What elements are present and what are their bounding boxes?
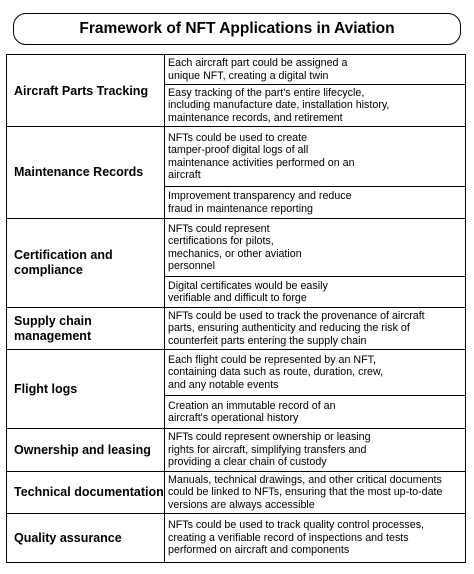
description-cell: Manuals, technical drawings, and other critical documents could be linked to NFTs, ensuring that the most up-to-date versions are always accessible — [168, 473, 443, 511]
description-cell: NFTs could represent ownership or leasing rights for aircraft, simplifying transfers and providing a clear chain of custody — [168, 431, 371, 469]
column-divider — [164, 54, 165, 563]
table-title: Framework of NFT Applications in Aviation — [13, 13, 461, 45]
description-cell: Easy tracking of the part's entire lifecycle, including manufacture date, installation history, maintenance records, and retirement — [168, 86, 390, 124]
description-cell: Each aircraft part could be assigned a unique NFT, creating a digital twin — [168, 57, 348, 82]
category-maintenance-records: Maintenance Records — [14, 165, 144, 179]
category-aircraft-parts-tracking: Aircraft Parts Tracking — [14, 83, 149, 98]
category-technical-documentation: Technical documentation — [14, 485, 164, 499]
category-flight-logs: Flight logs — [14, 381, 78, 396]
category-certification-and-compliance: Certification and compliance — [14, 248, 113, 277]
description-cell: NFTs could represent certifications for pilots, mechanics, or other aviation personnel — [168, 222, 302, 272]
category-supply-chain-management: Supply chain management — [14, 313, 92, 343]
description-cell: Each flight could be represented by an NFT, containing data such as route, duration, crew, and any notable events — [168, 353, 384, 391]
description-cell: Creation an immutable record of an aircraft's operational history — [168, 399, 336, 424]
description-cell: NFTs could be used to create tamper-proof digital logs of all maintenance activities performed on an aircraft — [168, 131, 355, 181]
category-quality-assurance: Quality assurance — [14, 530, 122, 545]
category-ownership-and-leasing: Ownership and leasing — [14, 442, 151, 457]
description-cell: NFTs could be used to track the provenance of aircraft parts, ensuring authenticity and reducing the risk of counterfeit parts entering the supply chain — [168, 309, 425, 347]
description-cell: Improvement transparency and reduce fraud in maintenance reporting — [168, 190, 352, 215]
description-cell: NFTs could be used to track quality control processes, creating a verifiable record of inspections and tests performed on aircraft and components — [168, 519, 425, 557]
description-cell: Digital certificates would be easily verifiable and difficult to forge — [168, 279, 328, 304]
